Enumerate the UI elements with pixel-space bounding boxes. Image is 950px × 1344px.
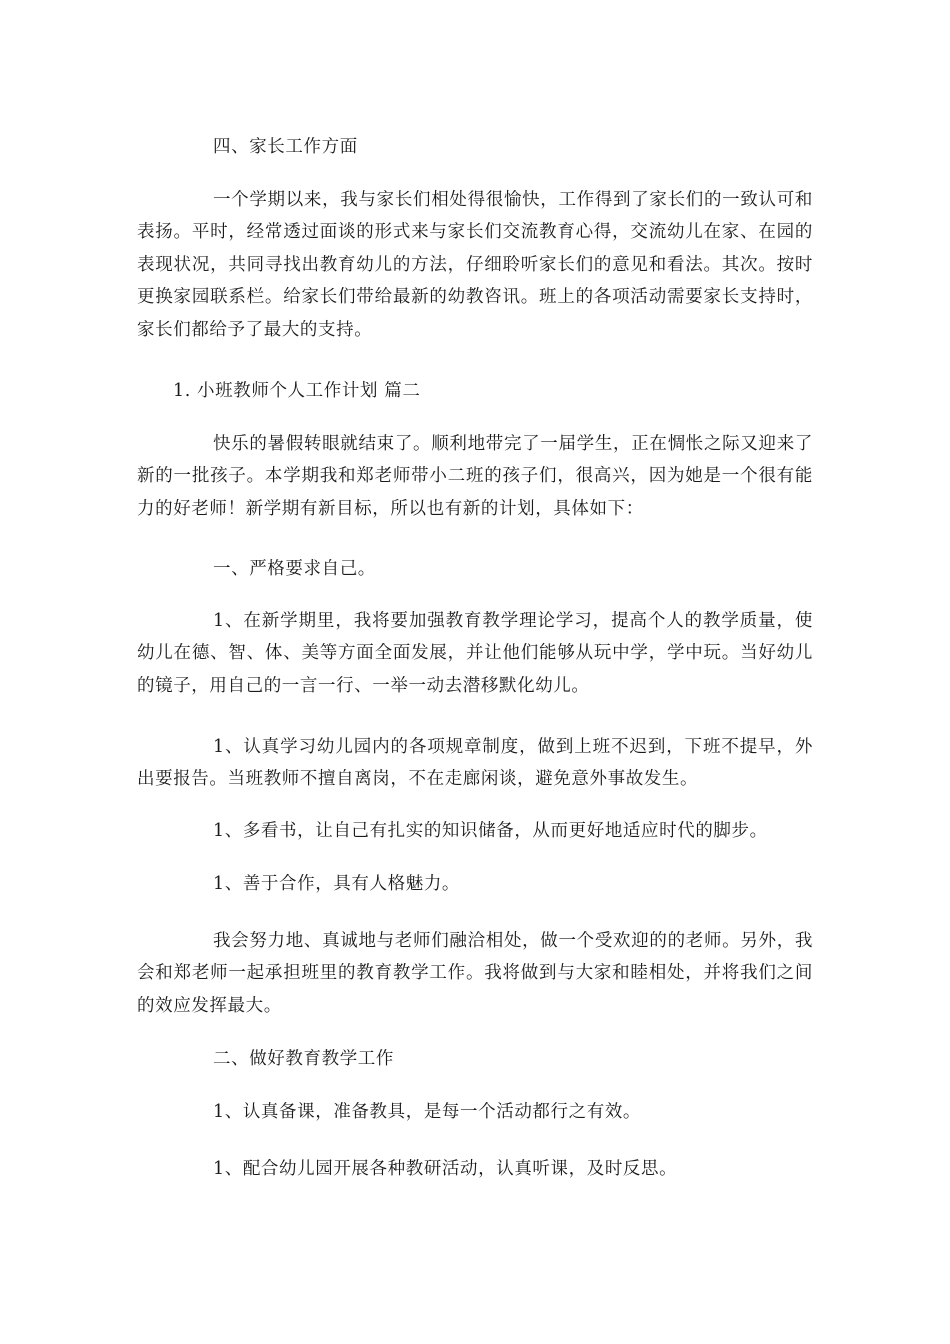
list-item-lesson-prep: 1、认真备课，准备教具，是每一个活动都行之有效。 (213, 1102, 642, 1122)
paragraph-colleague-harmony: 我会努力地、真诚地与老师们融洽相处，做一个受欢迎的的老师。另外，我会和郑老师一起承担班里的教育教学工作。我将做到与大家和睦相处，并将我们之间的效应发挥最大。 (137, 931, 813, 1016)
list-item-study-theory: 1、在新学期里，我将要加强教育教学理论学习，提高个人的教学质量，使幼儿在德、智、体、美等方面全面发展，并让他们能够从玩中学，学中玩。当好幼儿的镜子，用自己的一言一行、一举一动去潜移默化幼儿。 (137, 611, 813, 696)
list-item-follow-rules: 1、认真学习幼儿园内的各项规章制度，做到上班不迟到，下班不提早，外出要报告。当班教师不擅自离岗，不在走廊闲谈，避免意外事故发生。 (137, 737, 813, 790)
list-item-research-activities: 1、配合幼儿园开展各种教研活动，认真听课，及时反思。 (213, 1159, 678, 1179)
list-item-read-books: 1、多看书，让自己有扎实的知识储备，从而更好地适应时代的脚步。 (213, 821, 768, 841)
paragraph-summer-intro: 快乐的暑假转眼就结束了。顺利地带完了一届学生，正在惆怅之际又迎来了新的一批孩子。本学期我和郑老师带小二班的孩子们，很高兴，因为她是一个很有能力的好老师！新学期有新目标，所以也有新的计划，具体如下： (137, 434, 813, 519)
section-heading-parent-work: 四、家长工作方面 (213, 137, 358, 157)
section-heading-self-discipline: 一、严格要求自己。 (213, 559, 376, 579)
article-title-part-two: 1. 小班教师个人工作计划 篇二 (173, 381, 421, 401)
section-heading-teaching-work: 二、做好教育教学工作 (213, 1049, 394, 1069)
paragraph-parent-work: 一个学期以来，我与家长们相处得很愉快，工作得到了家长们的一致认可和表扬。平时，经常透过面谈的形式来与家长们交流教育心得，交流幼儿在家、在园的表现状况，共同寻找出教育幼儿的方法，仔细聆听家长们的意见和看法。其次。按时更换家园联系栏。给家长们带给最新的幼教咨讯。班上的各项活动需要家长支持时，家长们都给予了最大的支持。 (137, 190, 813, 340)
list-item-cooperation: 1、善于合作，具有人格魅力。 (213, 874, 461, 894)
